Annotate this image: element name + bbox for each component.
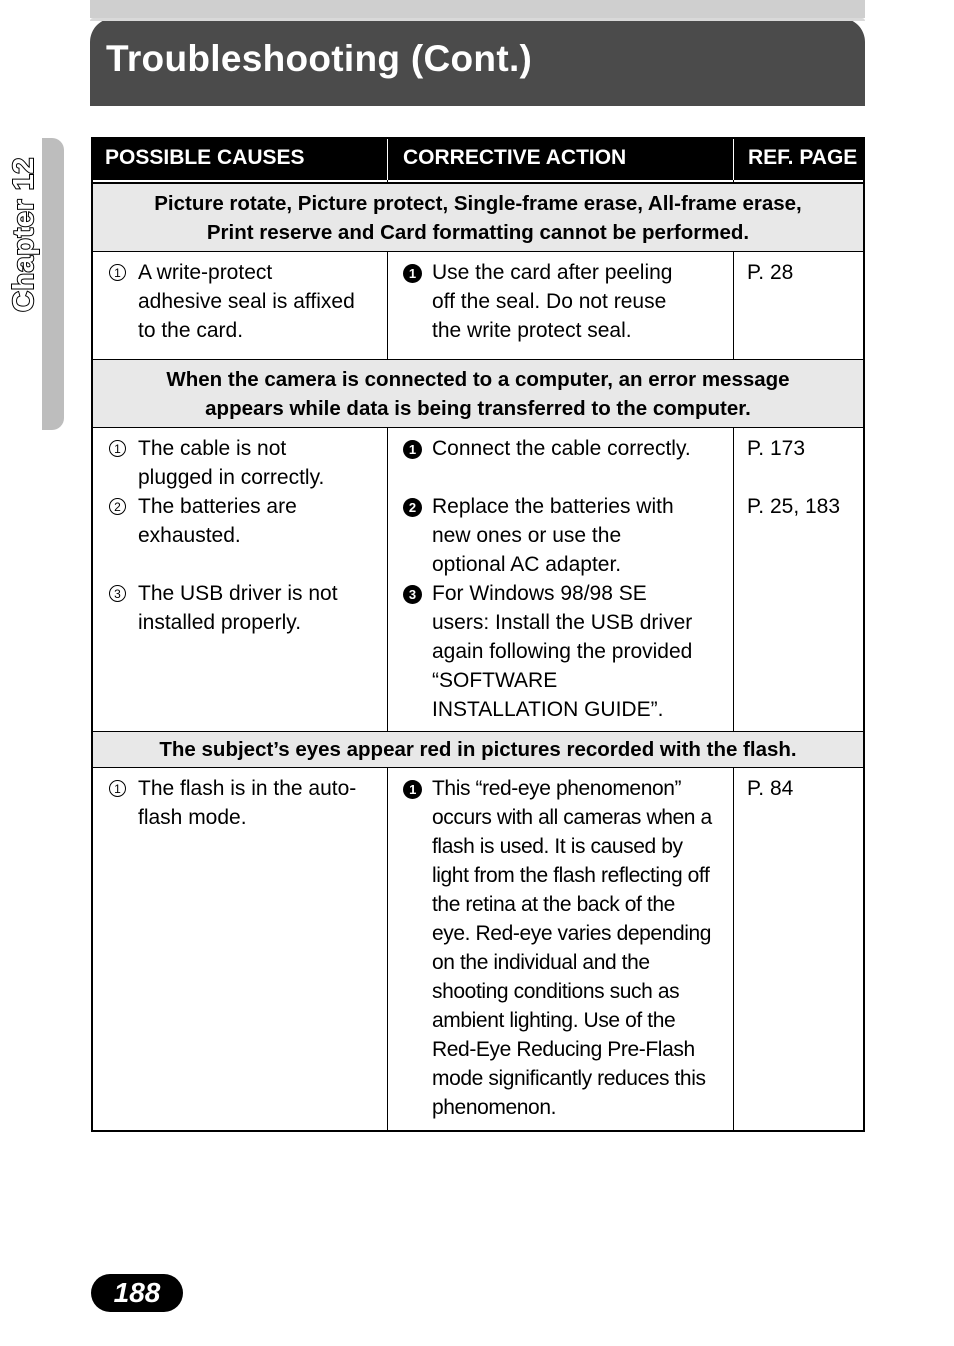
action-item [403,579,729,724]
page-title: Troubleshooting (Cont.) [106,38,533,79]
actions-cell [403,434,729,724]
action-line: This “red-eye phenomenon” [432,777,682,800]
action-line: users: Install the USB driver [432,611,693,634]
ref-page: P. 28 [747,261,794,284]
action-item [403,492,729,579]
action-line: off the seal. Do not reuse [432,290,667,313]
cause-item [109,258,379,345]
ref-page: P. 25, 183 [747,495,841,518]
action-item [403,258,729,345]
cause-line: to the card. [138,319,244,342]
action-line: Use the card after peeling [432,261,673,284]
action-line: new ones or use the [432,524,622,547]
header-ref-page: REF. PAGE [748,146,858,169]
problem-line: appears while data is being transferred to the computer. [205,397,751,420]
header-possible-causes: POSSIBLE CAUSES [105,146,305,169]
action-line: ambient lighting. Use of the [432,1009,676,1032]
troubleshooting-table [91,137,865,1132]
action-line: again following the provided [432,640,693,663]
actions-cell [403,774,729,1122]
cause-line: exhausted. [138,524,241,547]
ref-cell [747,434,857,521]
cause-item [109,774,379,832]
problem-line: When the camera is connected to a computer, an error message [166,368,790,391]
action-item [403,774,729,1122]
action-line: “SOFTWARE [432,669,558,692]
cause-line: The flash is in the auto- [138,777,357,800]
action-line: phenomenon. [432,1096,557,1119]
action-line: optional AC adapter. [432,553,622,576]
cause-line: flash mode. [138,806,247,829]
action-line: the write protect seal. [432,319,632,342]
ref-page: P. 173 [747,437,806,460]
circled-number-icon: 1 [109,780,126,797]
action-line: occurs with all cameras when a [432,806,712,829]
action-line: shooting conditions such as [432,980,680,1003]
cause-line: The batteries are [138,495,297,518]
ref-cell [747,258,857,287]
table-row [93,252,863,360]
problem-band [93,732,863,768]
filled-number-icon: 1 [403,264,422,283]
header-divider [387,139,388,180]
action-line: flash is used. It is caused by [432,835,683,858]
action-line: Red-Eye Reducing Pre-Flash [432,1038,695,1061]
page-number: 188 [91,1274,183,1312]
filled-number-icon: 1 [403,440,422,459]
circled-number-icon: 2 [109,498,126,515]
problem-band [93,360,863,428]
action-line: the retina at the back of the [432,893,675,916]
cause-line: A write-protect [138,261,273,284]
header-divider [733,139,734,180]
top-band [90,0,865,18]
cause-line: The USB driver is not [138,582,338,605]
cause-item [109,492,379,550]
filled-number-icon: 1 [403,780,422,799]
problem-line: Picture rotate, Picture protect, Single-frame erase, All-frame erase, [154,192,802,215]
problem-line: Print reserve and Card formatting cannot be performed. [206,221,750,244]
table-header [93,139,863,180]
actions-cell [403,258,729,345]
action-line: on the individual and the [432,951,650,974]
causes-cell [109,258,379,345]
action-item [403,434,729,463]
chapter-tab [42,138,64,430]
cause-line: plugged in correctly. [138,466,325,489]
cause-line: adhesive seal is affixed [138,290,355,313]
filled-number-icon: 3 [403,585,422,604]
problem-line: The subject’s eyes appear red in pictures recorded with the flash. [159,738,797,761]
table-row [93,428,863,732]
cause-item [109,579,379,637]
causes-cell [109,774,379,832]
problem-band [93,184,863,252]
action-line: eye. Red-eye varies depending [432,922,712,945]
cause-item [109,434,379,492]
chapter-label: Chapter 12 [8,157,40,312]
title-bar [90,18,865,106]
causes-cell [109,434,379,637]
action-line: light from the flash reflecting off [432,864,710,887]
action-line: mode significantly reduces this [432,1067,706,1090]
action-line: INSTALLATION GUIDE”. [432,698,664,721]
circled-number-icon: 1 [109,264,126,281]
action-line: Connect the cable correctly. [432,437,691,460]
action-line: For Windows 98/98 SE [432,582,647,605]
circled-number-icon: 3 [109,585,126,602]
ref-cell [747,774,857,803]
cause-line: installed properly. [138,611,302,634]
title-bar-highlight [90,18,865,21]
action-line: Replace the batteries with [432,495,674,518]
filled-number-icon: 2 [403,498,422,517]
circled-number-icon: 1 [109,440,126,457]
header-corrective-action: CORRECTIVE ACTION [403,146,627,169]
table-row [93,768,863,1130]
ref-page: P. 84 [747,777,794,800]
cause-line: The cable is not [138,437,287,460]
